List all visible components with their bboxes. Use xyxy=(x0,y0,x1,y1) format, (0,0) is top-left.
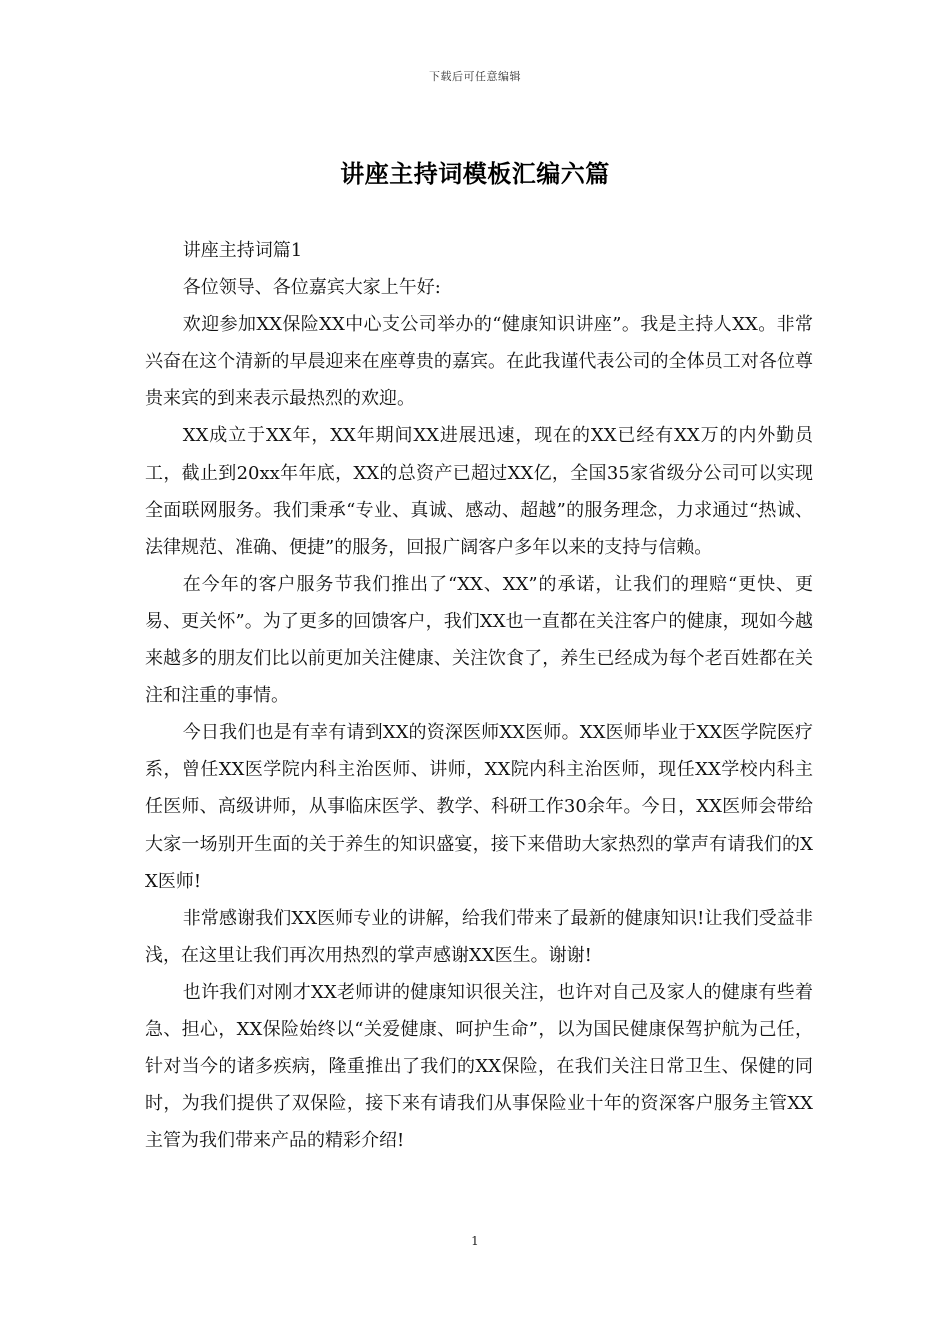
section-heading: 讲座主持词篇1 xyxy=(182,240,303,261)
header-note: 下载后可任意编辑 xyxy=(429,70,521,83)
document-title: 讲座主持词模板汇编六篇 xyxy=(340,159,610,188)
body-paragraph: 在今年的客户服务节我们推出了“XX、XX”的承诺，让我们的理赔“更快、更易、更关怀”。为了更多的回馈客户，我们XX也一直都在关注客户的健康，现如今越来越多的朋友们比以前更加关注健康、关注饮食了，养生已经成为每个老百姓都在关注和注重的事情。 xyxy=(145,573,813,707)
body-paragraph: 欢迎参加XX保险XX中心支公司举办的“健康知识讲座”。我是主持人XX。非常兴奋在这个清新的早晨迎来在座尊贵的嘉宾。在此我谨代表公司的全体员工对各位尊贵来宾的到来表示最热烈的欢迎。 xyxy=(145,314,813,410)
body-paragraph: XX成立于XX年，XX年期间XX进展迅速，现在的XX已经有XX万的内外勤员工，截止到20xx年年底，XX的总资产已超过XX亿，全国35家省级分公司可以实现全面联网服务。我们秉承“专业、真诚、感动、超越”的服务理念，力求通过“热诚、法律规范、准确、便捷”的服务，回报广阔客户多年以来的支持与信赖。 xyxy=(145,425,813,558)
body-paragraph: 非常感谢我们XX医师专业的讲解，给我们带来了最新的健康知识!让我们受益非浅，在这里让我们再次用热烈的掌声感谢XX医生。谢谢! xyxy=(145,907,813,966)
greeting-paragraph: 各位领导、各位嘉宾大家上午好: xyxy=(182,277,441,299)
body-paragraph: 也许我们对刚才XX老师讲的健康知识很关注，也许对自己及家人的健康有些着急、担心，XX保险始终以“关爱健康、呵护生命”，以为国民健康保驾护航为己任，针对当今的诸多疾病，隆重推出了我们的XX保险，在我们关注日常卫生、保健的同时，为我们提供了双保险，接下来有请我们从事保险业十年的资深客户服务主管XX主管为我们带来产品的精彩介绍! xyxy=(145,981,813,1152)
page-number: 1 xyxy=(471,1234,479,1248)
document-body xyxy=(145,232,813,1159)
body-paragraph: 今日我们也是有幸有请到XX的资深医师XX医师。XX医师毕业于XX医学院医疗系，曾任XX医学院内科主治医师、讲师，XX院内科主治医师，现任XX学校内科主任医师、高级讲师，从事临床医学、教学、科研工作30余年。今日，XX医师会带给大家一场别开生面的关于养生的知识盛宴，接下来借助大家热烈的掌声有请我们的XX医师! xyxy=(145,722,813,892)
